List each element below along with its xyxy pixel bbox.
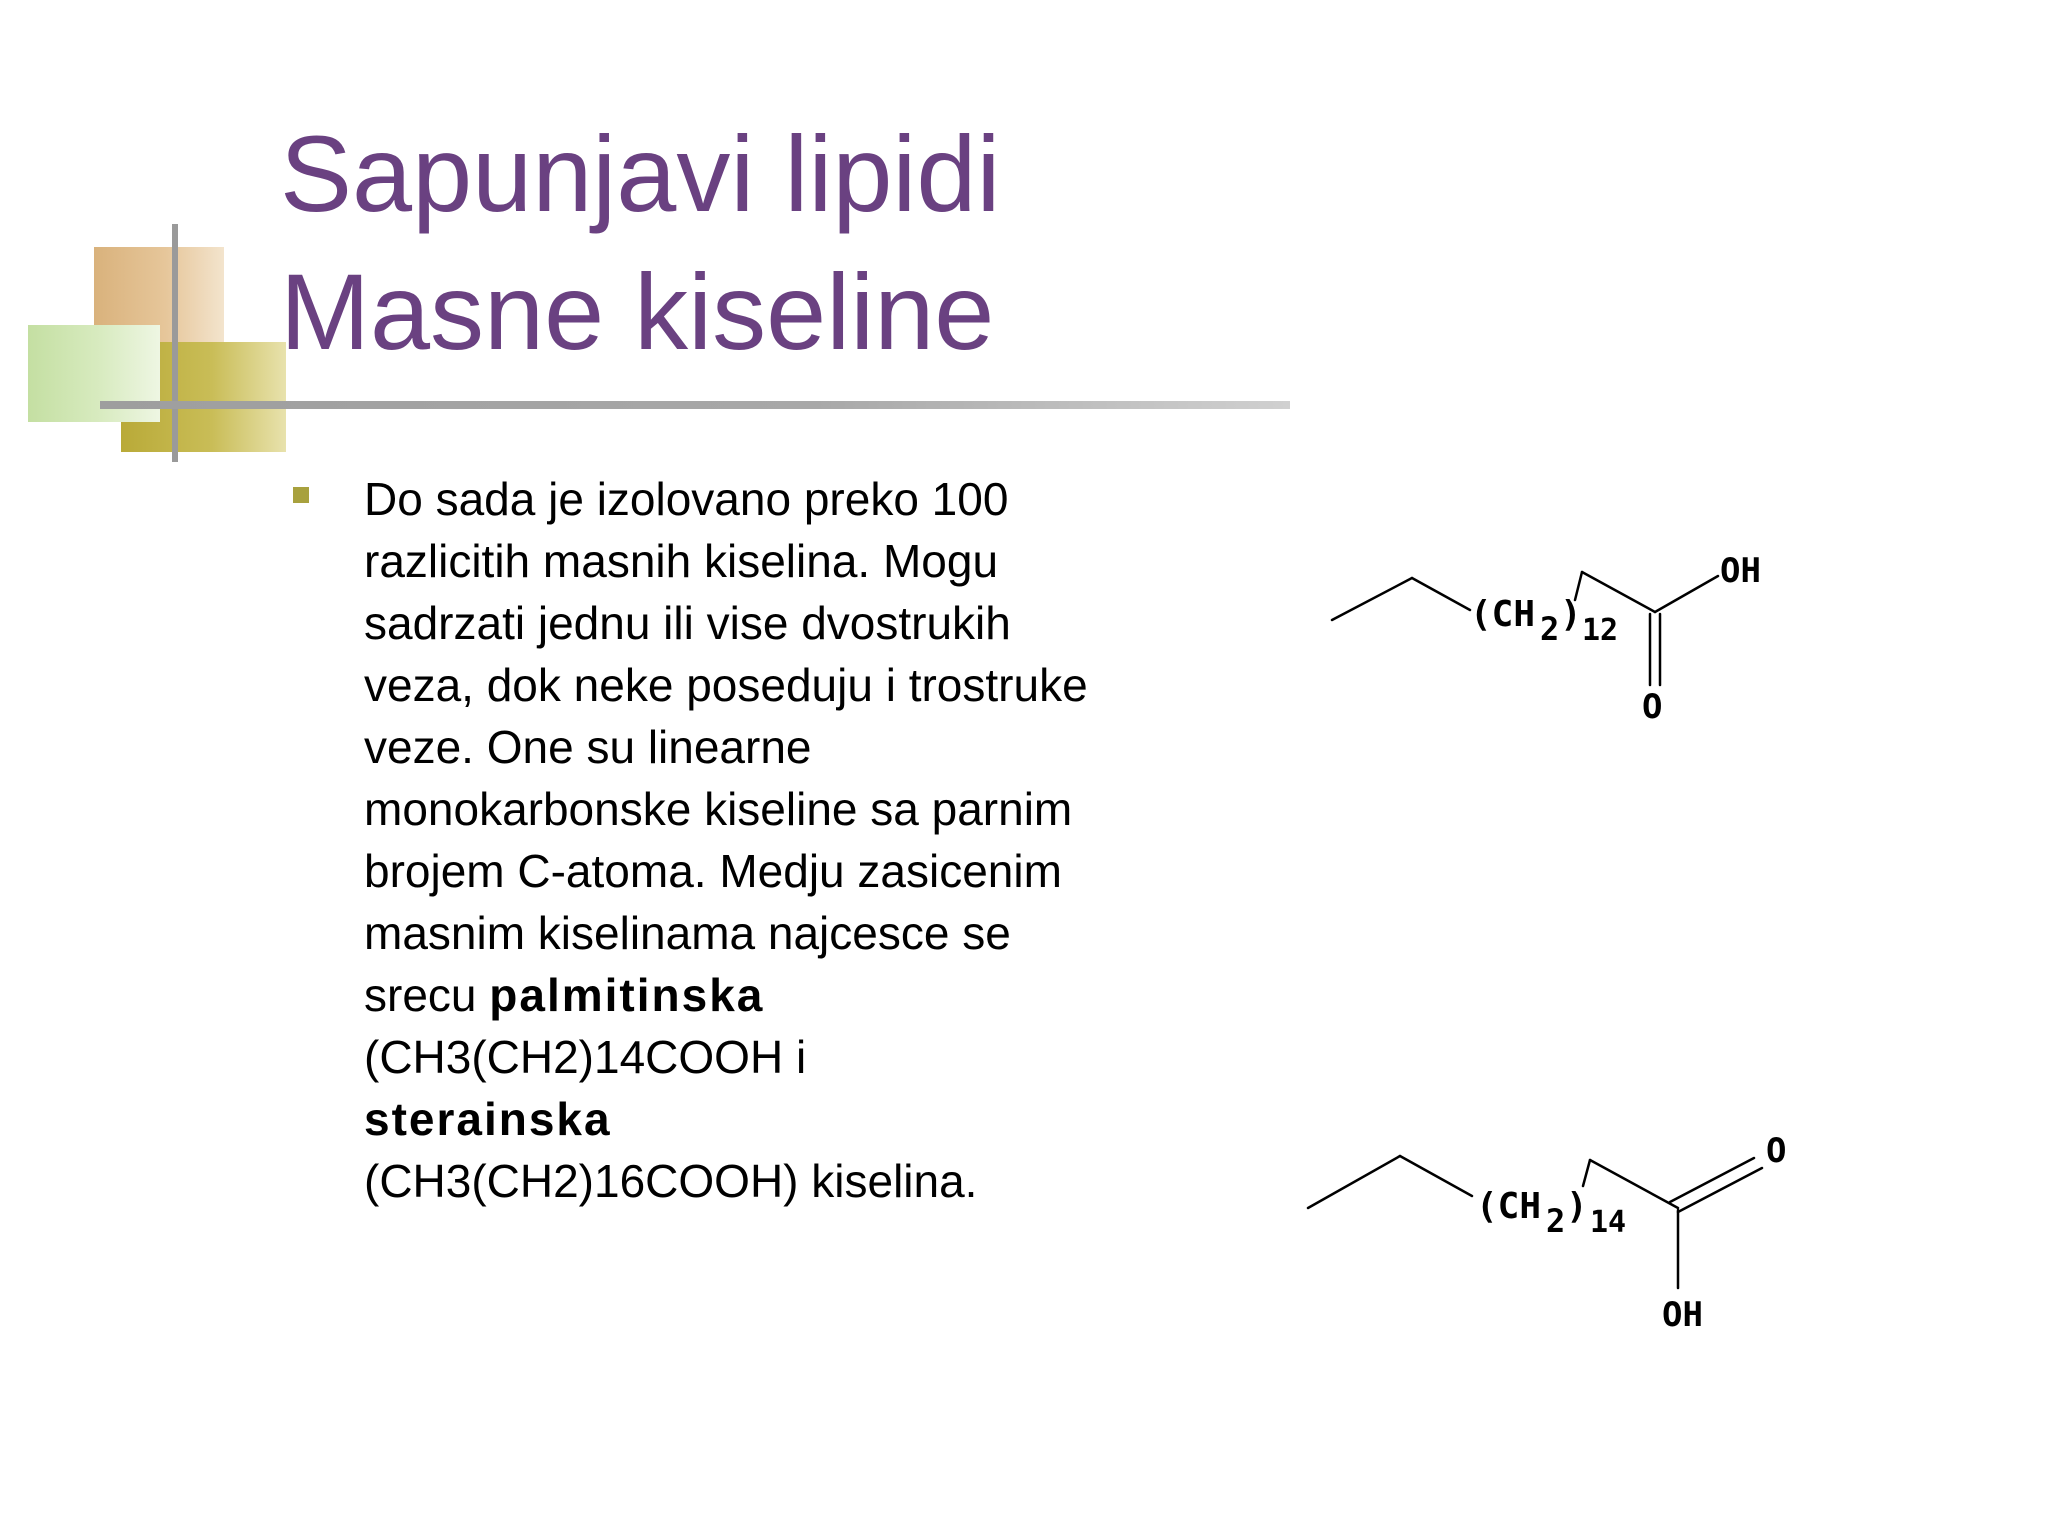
chain-count: 12 (1582, 613, 1619, 648)
oh-label: OH (1662, 1295, 1703, 1335)
chain-subscript: 2 (1546, 1202, 1566, 1240)
slide-title (280, 105, 1000, 381)
oh-label: OH (1720, 551, 1761, 591)
chain-label: (CH (1476, 1186, 1542, 1227)
chain-close: ) (1566, 1186, 1588, 1227)
chain-close: ) (1560, 594, 1582, 635)
bullet-text-part-2: (CH3(CH2)14COOH i (364, 1031, 807, 1083)
bullet-square-icon (293, 487, 309, 503)
chain-label: (CH (1470, 594, 1536, 635)
chain-subscript: 2 (1540, 610, 1560, 648)
bullet-text-part-1: Do sada je izolovano preko 100 razlicitih masnih kiselina. Mogu sadrzati jednu ili vise dvostrukih veza, dok neke poseduju i trostruke veze. One su linearne monokarbonske kiseline sa parnim brojem C-atoma. Medju zasicenim masnim kiselinama najcesce se srecu (364, 473, 1088, 1021)
title-divider-line (100, 401, 1290, 409)
stearic-acid-structure (1300, 1130, 1820, 1360)
o-label: O (1766, 1131, 1787, 1171)
bullet-text-part-3: (CH3(CH2)16COOH) kiselina. (364, 1155, 978, 1207)
bullet-text (364, 468, 1124, 1212)
palmitic-acid-structure (1320, 540, 1800, 750)
o-label: O (1642, 687, 1663, 727)
title-line-2: Masne kiseline (280, 251, 995, 372)
bold-term-palmitinska: palmitinska (489, 969, 765, 1021)
bold-term-sterainska: sterainska (364, 1093, 612, 1145)
title-line-1: Sapunjavi lipidi (280, 113, 1001, 234)
chain-count: 14 (1590, 1205, 1627, 1240)
decor-vertical-line (172, 224, 178, 462)
